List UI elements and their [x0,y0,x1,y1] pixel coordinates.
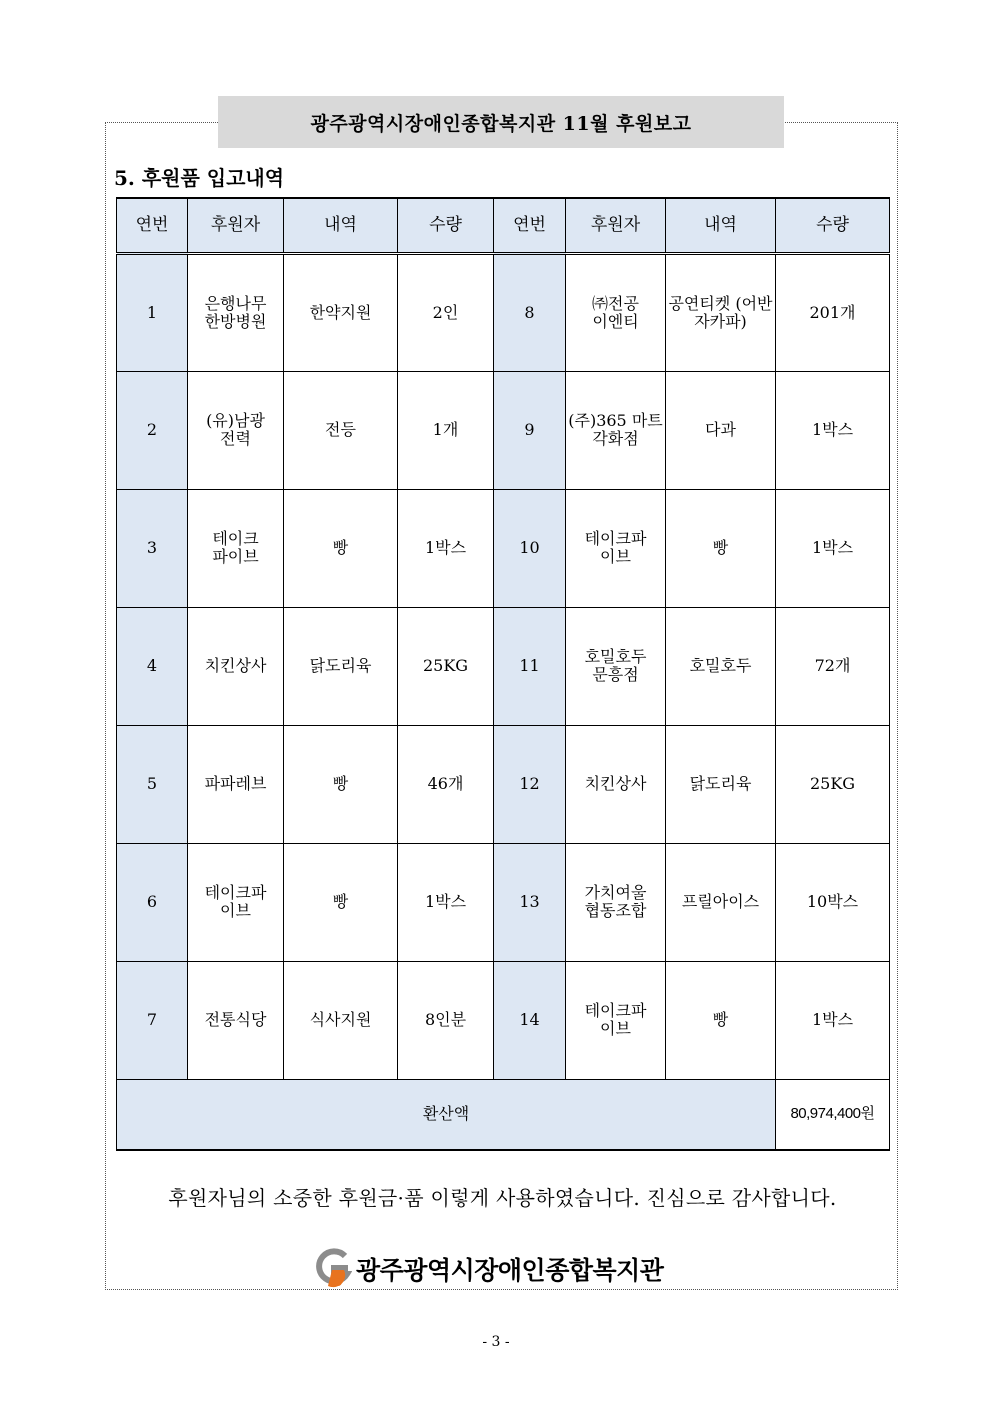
row-qty: 72개 [776,607,890,725]
row-qty: 10박스 [776,843,890,961]
row-donor: 테이크 파이브 [188,489,284,607]
row-qty: 1개 [398,371,494,489]
row-no: 6 [117,843,188,961]
row-donor: 치킨상사 [566,725,666,843]
row-qty: 46개 [398,725,494,843]
row-donor: 전통식당 [188,961,284,1079]
header-donor-1: 후원자 [188,198,284,253]
row-item: 빵 [284,489,398,607]
row-qty: 201개 [776,253,890,371]
total-label: 환산액 [117,1079,776,1150]
row-item: 빵 [284,725,398,843]
row-no: 12 [494,725,566,843]
row-no: 10 [494,489,566,607]
row-qty: 1박스 [776,489,890,607]
footer-org-name: 광주광역시장애인종합복지관 [356,1256,664,1285]
row-item: 다과 [666,371,776,489]
footer-logo [314,1248,663,1290]
header-no-1: 연번 [117,198,188,253]
g-logo-icon [314,1248,352,1290]
table-row [117,607,890,725]
row-donor: 호밀호두 문흥점 [566,607,666,725]
row-donor: (주)365 마트 각화점 [566,371,666,489]
row-item: 빵 [666,961,776,1079]
row-item: 프릴아이스 [666,843,776,961]
table-row [117,843,890,961]
row-no: 2 [117,371,188,489]
row-donor: 치킨상사 [188,607,284,725]
total-value: 80,974,400원 [776,1079,890,1150]
report-title: 광주광역시장애인종합복지관 11월 후원보고 [218,96,784,148]
row-qty: 1박스 [776,371,890,489]
row-item: 빵 [666,489,776,607]
row-donor: ㈜전공 이엔티 [566,253,666,371]
section-title: 5. 후원품 입고내역 [114,166,285,190]
row-no: 9 [494,371,566,489]
row-qty: 1박스 [398,489,494,607]
row-item: 호밀호두 [666,607,776,725]
row-no: 8 [494,253,566,371]
row-no: 5 [117,725,188,843]
header-donor-2: 후원자 [566,198,666,253]
row-qty: 25KG [398,607,494,725]
row-item: 빵 [284,843,398,961]
total-row [117,1079,890,1150]
row-no: 13 [494,843,566,961]
row-no: 11 [494,607,566,725]
row-qty: 1박스 [398,843,494,961]
row-item: 식사지원 [284,961,398,1079]
row-item: 공연티켓 (어반 자카파) [666,253,776,371]
table-row [117,725,890,843]
row-no: 7 [117,961,188,1079]
header-qty-1: 수량 [398,198,494,253]
row-donor: (유)남광 전력 [188,371,284,489]
table-row [117,253,890,371]
header-no-2: 연번 [494,198,566,253]
table-row [117,489,890,607]
row-donor: 테이크파 이브 [566,489,666,607]
row-item: 한약지원 [284,253,398,371]
row-no: 4 [117,607,188,725]
table-header-row [117,198,890,253]
donation-table [116,197,890,1151]
thanks-message: 후원자님의 소중한 후원금·품 이렇게 사용하였습니다. 진심으로 감사합니다. [168,1186,837,1210]
page-number: - 3 - [482,1334,510,1350]
row-donor: 은행나무 한방병원 [188,253,284,371]
header-item-1: 내역 [284,198,398,253]
row-no: 14 [494,961,566,1079]
row-donor: 가치여울 협동조합 [566,843,666,961]
table-row [117,961,890,1079]
row-qty: 25KG [776,725,890,843]
header-qty-2: 수량 [776,198,890,253]
table-row [117,371,890,489]
row-no: 1 [117,253,188,371]
row-no: 3 [117,489,188,607]
row-donor: 테이크파 이브 [566,961,666,1079]
row-item: 전등 [284,371,398,489]
row-qty: 1박스 [776,961,890,1079]
header-item-2: 내역 [666,198,776,253]
donation-table-wrap [116,197,889,1151]
row-qty: 8인분 [398,961,494,1079]
row-qty: 2인 [398,253,494,371]
row-donor: 파파레브 [188,725,284,843]
row-item: 닭도리육 [666,725,776,843]
row-item: 닭도리육 [284,607,398,725]
row-donor: 테이크파 이브 [188,843,284,961]
